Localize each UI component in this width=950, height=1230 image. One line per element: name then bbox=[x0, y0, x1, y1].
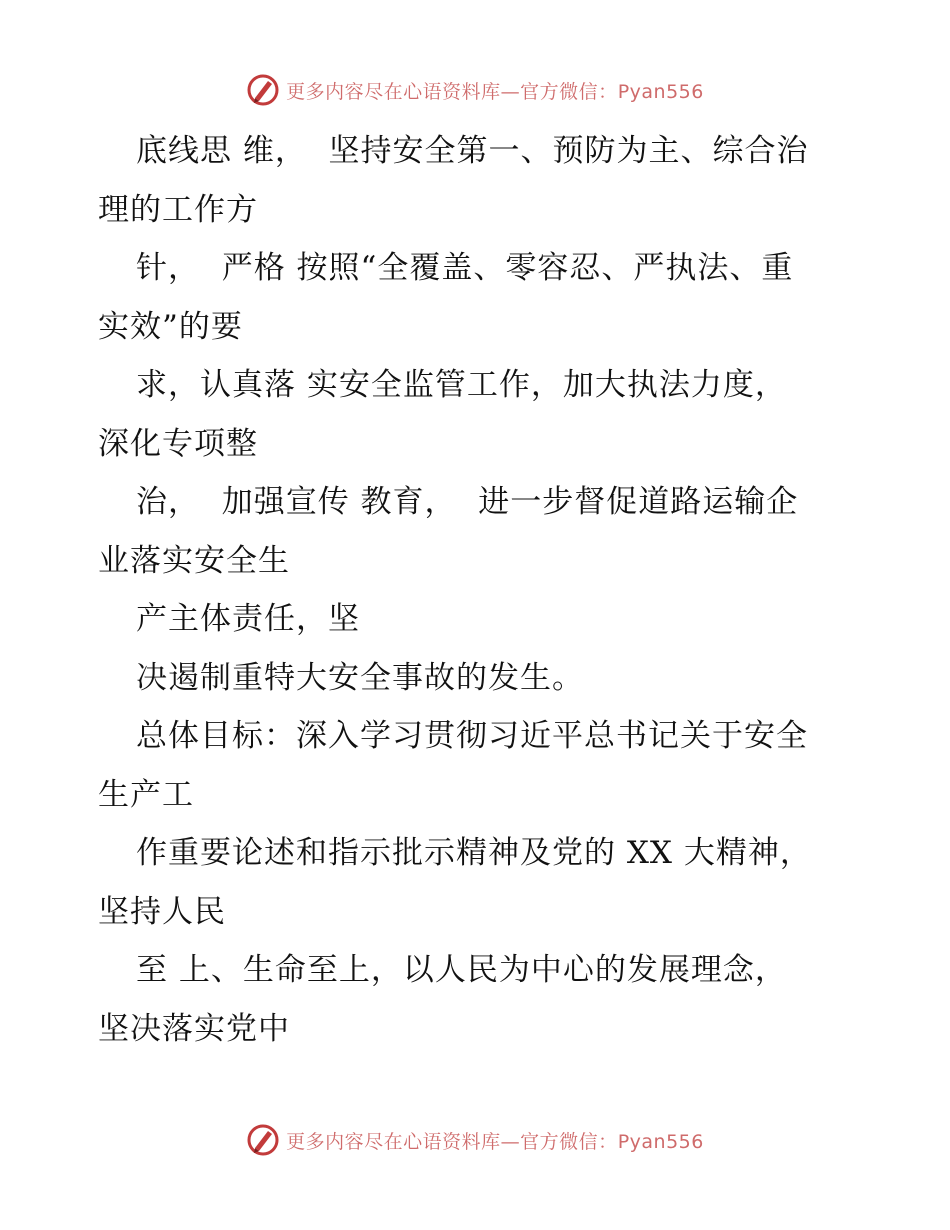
header-site-name: 更多内容尽在心语资料库 bbox=[286, 80, 501, 103]
header-banner bbox=[0, 70, 950, 110]
body-line: 至 上、生命至上，以人民为中心的发展理念， bbox=[136, 952, 787, 988]
body-line: 总体目标：深入学习贯彻习近平总书记关于安全 bbox=[136, 718, 808, 754]
footer-banner bbox=[0, 1120, 950, 1160]
body-line: 业落实安全生 bbox=[98, 542, 290, 579]
header-text bbox=[286, 77, 704, 104]
body-line: 作重要论述和指示批示精神及党的 XX 大精神， bbox=[136, 835, 812, 871]
body-line: 深化专项整 bbox=[98, 425, 258, 462]
document-body bbox=[98, 122, 858, 1058]
body-line: 理的工作方 bbox=[98, 191, 258, 228]
body-line: 底线思 维， 坚持安全第一、预防为主、综合治 bbox=[136, 133, 809, 169]
header-separator: — bbox=[500, 80, 521, 103]
footer-wechat-id: Pyan556 bbox=[617, 1130, 704, 1153]
body-line: 针， 严格 按照“全覆盖、零容忍、严执法、重 bbox=[136, 250, 794, 286]
header-wechat-label: 官方微信： bbox=[520, 80, 618, 103]
footer-separator: — bbox=[500, 1130, 521, 1153]
body-line: 生产工 bbox=[98, 776, 194, 813]
body-line: 产主体责任，坚 bbox=[136, 601, 360, 637]
body-line: 实效”的要 bbox=[98, 308, 243, 345]
header-wechat-id: Pyan556 bbox=[617, 80, 704, 103]
footer-site-name: 更多内容尽在心语资料库 bbox=[286, 1130, 501, 1153]
footer-wechat-label: 官方微信： bbox=[520, 1130, 618, 1153]
footer-text bbox=[286, 1127, 704, 1154]
body-line: 求，认真落 实安全监管工作，加大执法力度， bbox=[136, 367, 787, 403]
pen-in-circle-icon bbox=[246, 1123, 280, 1157]
pen-in-circle-icon bbox=[246, 73, 280, 107]
body-line: 坚持人民 bbox=[98, 893, 226, 930]
body-line: 决遏制重特大安全事故的发生。 bbox=[136, 659, 584, 696]
body-line: 治， 加强宣传 教育， 进一步督促道路运输企 bbox=[136, 484, 799, 520]
body-line: 坚决落实党中 bbox=[98, 1010, 290, 1047]
